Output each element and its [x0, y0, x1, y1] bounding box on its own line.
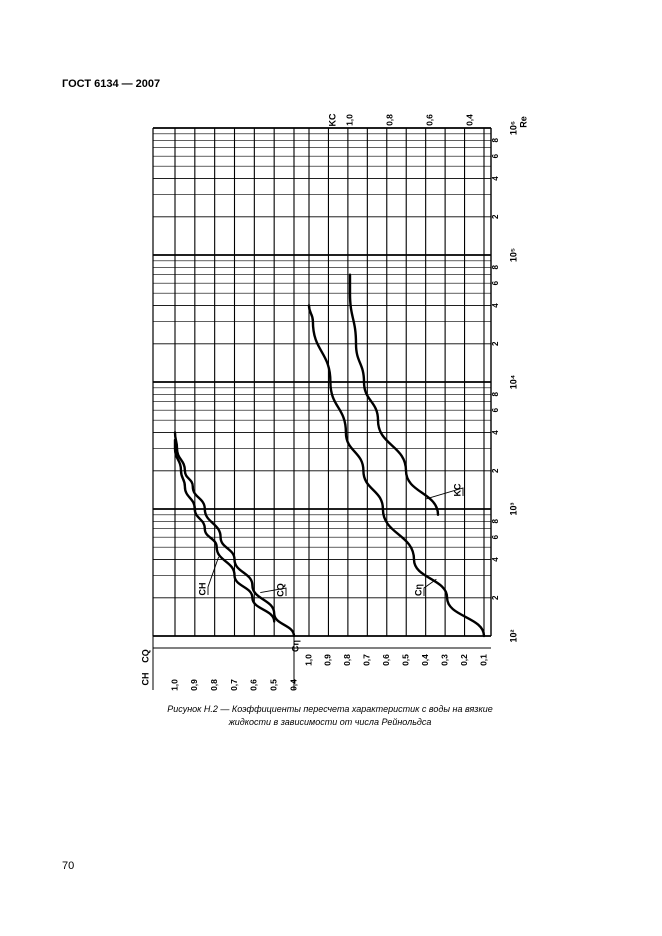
- figure-caption: [120, 703, 540, 729]
- hq-tick-label: 0,6: [248, 679, 259, 691]
- re-minor-tick-label: 6: [491, 280, 501, 286]
- cn-tick-label: 0,4: [419, 654, 430, 666]
- hq-tick-label: 0,4: [288, 679, 299, 691]
- curve-label: CH: [197, 582, 208, 596]
- hq-tick-label: 0,7: [228, 679, 239, 691]
- chart-grid: [153, 128, 491, 690]
- cn-tick-label: 0,9: [322, 654, 333, 666]
- kc-tick-label: 0,8: [384, 114, 395, 126]
- re-minor-tick-label: 2: [491, 468, 501, 473]
- re-minor-tick-label: 4: [491, 430, 501, 435]
- re-minor-tick-label: 2: [491, 595, 501, 600]
- curve-label: Cη: [413, 584, 424, 596]
- cn-tick-label: 0,1: [478, 654, 489, 666]
- re-minor-tick-label: 4: [491, 303, 501, 308]
- cn-tick-label: 0,2: [458, 654, 469, 666]
- cn-tick-label: 0,8: [342, 654, 353, 666]
- re-minor-tick-label: 4: [491, 557, 501, 562]
- chart-curves: [175, 275, 484, 636]
- cn-tick-label: 0,3: [439, 654, 450, 666]
- ch-axis-label: CH: [140, 672, 151, 686]
- re-minor-tick-label: 4: [491, 176, 501, 181]
- hq-tick-label: 0,5: [268, 679, 279, 691]
- hq-tick-label: 1,0: [169, 679, 180, 691]
- re-decade-label: 10⁶: [508, 120, 519, 136]
- kc-tick-label: 0,4: [464, 114, 475, 126]
- re-minor-tick-label: 2: [491, 214, 501, 219]
- cn-tick-label: 1,0: [303, 654, 314, 666]
- cq-axis-label: CQ: [140, 649, 151, 663]
- re-minor-tick-label: 6: [491, 534, 501, 540]
- re-decade-label: 10⁴: [508, 374, 519, 390]
- re-minor-tick-label: 8: [491, 519, 501, 524]
- caption-line-2: жидкости в зависимости от числа Рейнольдса: [228, 717, 432, 727]
- re-minor-tick-label: 8: [491, 265, 501, 270]
- kc-curve: [350, 275, 438, 515]
- cn-tick-label: 0,7: [361, 654, 372, 666]
- re-decade-label: 10²: [508, 629, 519, 643]
- kc-axis-label: KC: [327, 113, 338, 127]
- caption-line-1: Рисунок Н.2 — Коэффициенты пересчета характеристик с воды на вязкие: [167, 704, 493, 714]
- re-axis-label: Re: [518, 116, 529, 128]
- re-decade-label: 10⁵: [508, 247, 519, 263]
- kc-tick-label: 0,6: [424, 114, 435, 126]
- re-minor-tick-label: 6: [491, 153, 501, 159]
- re-minor-tick-label: 6: [491, 407, 501, 413]
- curve-label: CQ: [275, 583, 286, 597]
- ch-curve: [175, 440, 274, 622]
- re-minor-tick-label: 8: [491, 138, 501, 143]
- re-minor-tick-label: 8: [491, 392, 501, 397]
- cn-tick-label: 0,5: [400, 654, 411, 666]
- cn-tick-label: 0,6: [381, 654, 392, 666]
- document-header: ГОСТ 6134 — 2007: [62, 78, 161, 90]
- re-minor-tick-label: 2: [491, 341, 501, 346]
- hq-tick-label: 0,9: [189, 679, 200, 691]
- cn-axis-label: Cη: [290, 640, 301, 652]
- kc-tick-label: 1,0: [344, 114, 355, 126]
- page-number: 70: [62, 860, 75, 872]
- curve-label: KC: [452, 483, 463, 497]
- hq-tick-label: 0,8: [208, 679, 219, 691]
- curve-leader-line: [208, 557, 219, 595]
- re-decade-label: 10³: [508, 502, 519, 516]
